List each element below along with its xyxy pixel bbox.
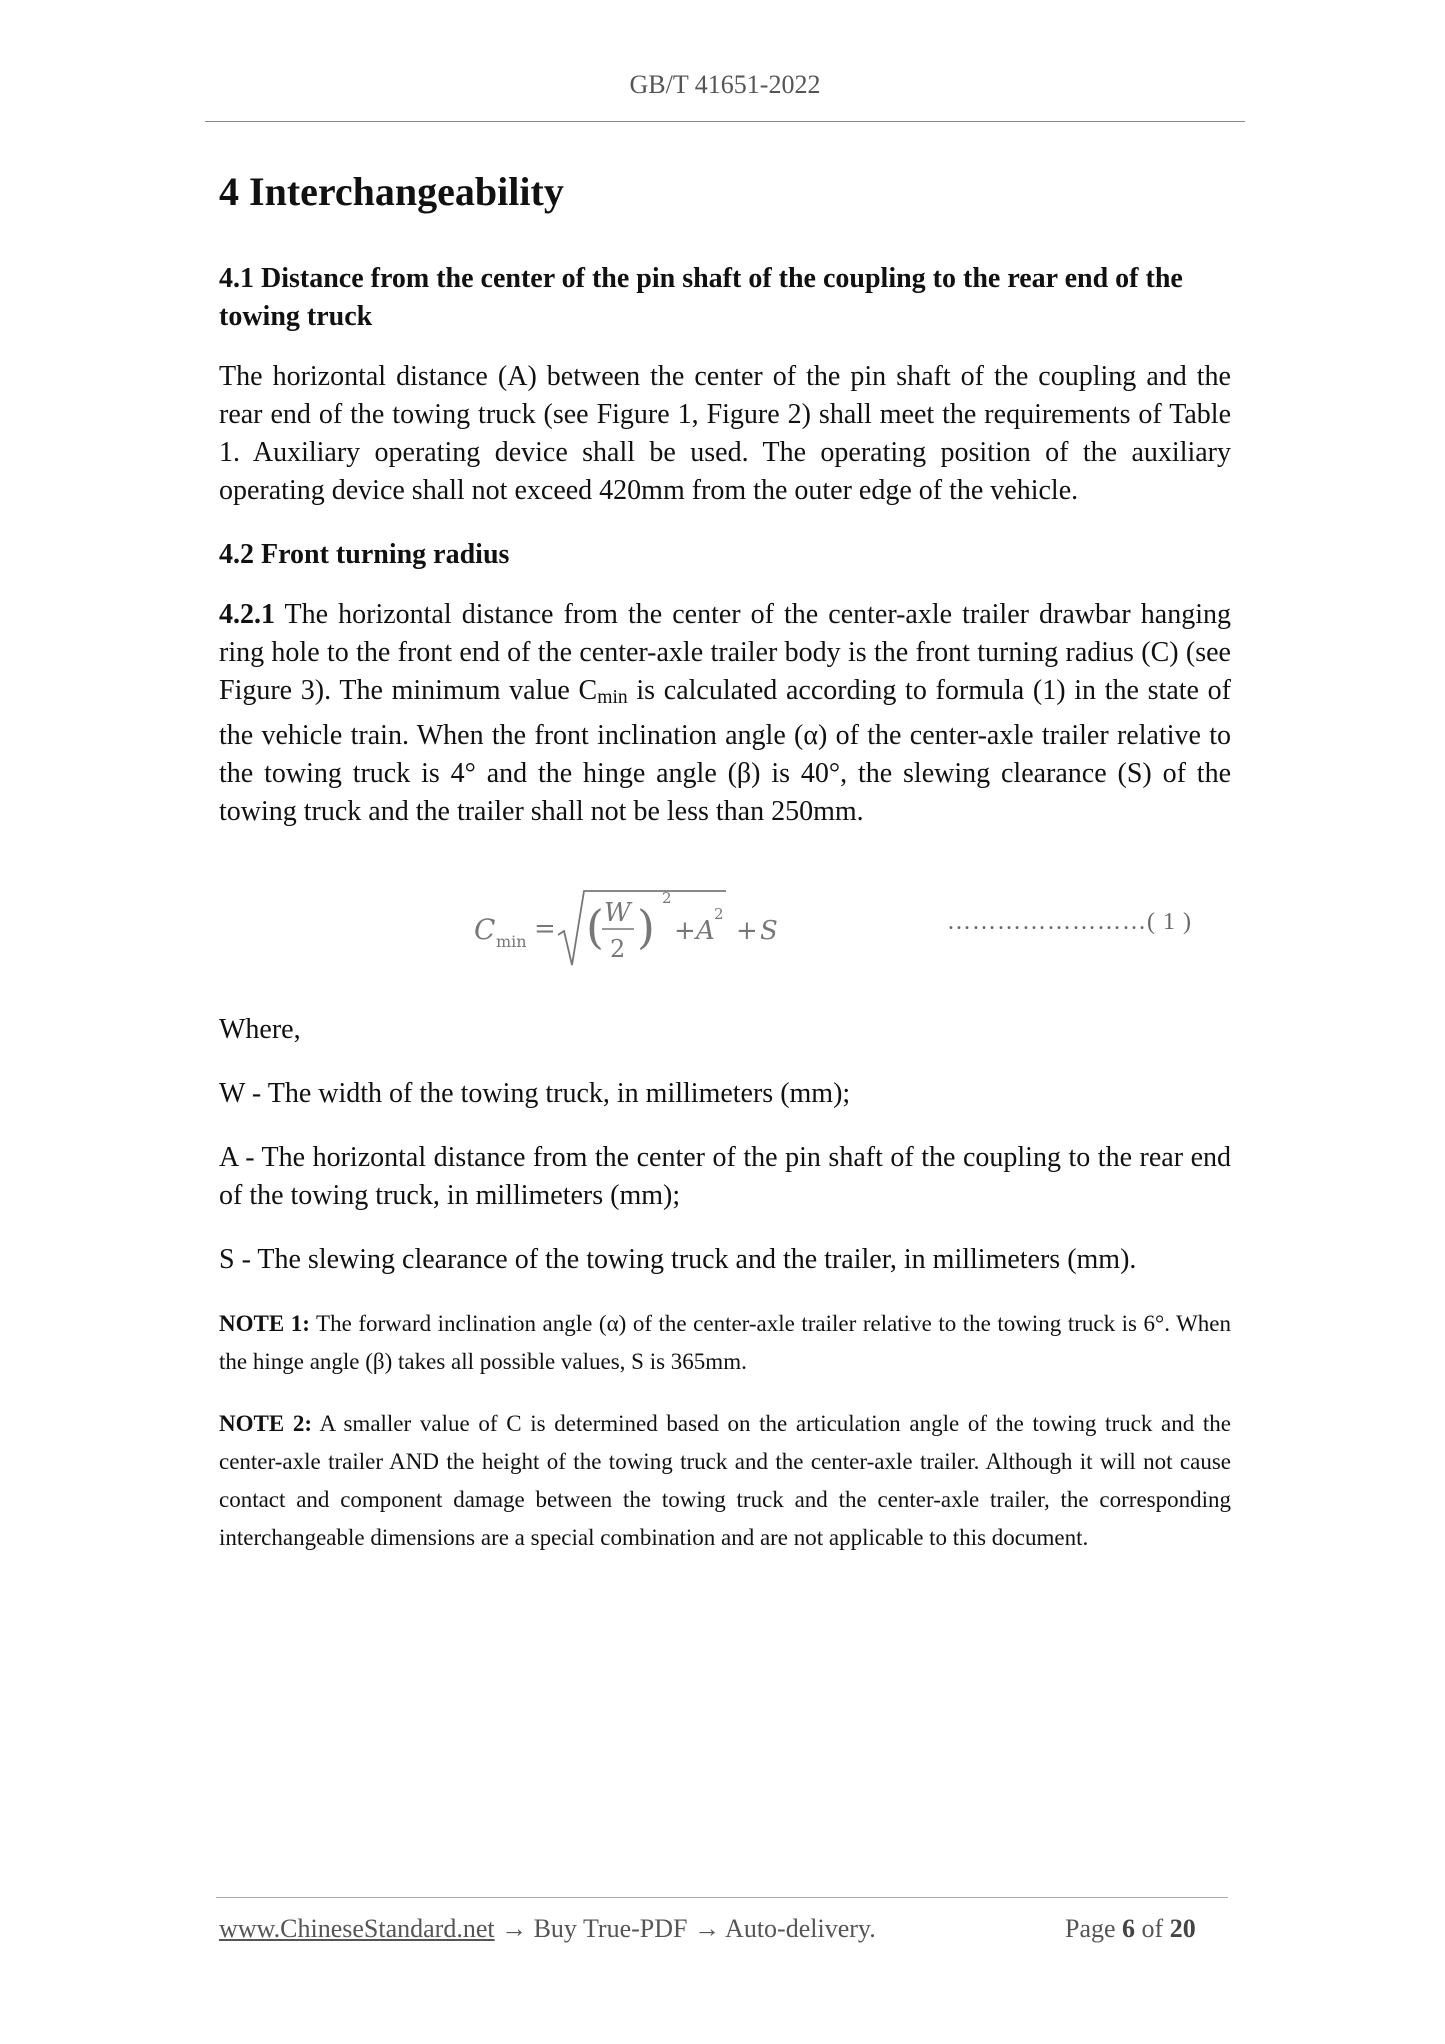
formula-plus-2: + [736, 915, 758, 946]
formula-exponent-2: 2 [714, 904, 724, 923]
clause-number: 4.2.1 [219, 599, 275, 630]
subsection-4-2-title: 4.2 Front turning radius [219, 539, 510, 570]
formula-paren-left: ( [586, 899, 604, 954]
header-rule [205, 121, 1245, 122]
formula-a-var: A [696, 915, 715, 946]
page-content [219, 168, 1231, 1581]
definition-a: A - The horizontal distance from the center of the pin shaft of the coupling to the rear end of the towing truck, in millimeters (mm); [219, 1141, 1231, 1211]
formula-plus-1: + [674, 915, 696, 946]
definition-s: S - The slewing clearance of the towing truck and the trailer, in millimeters (mm). [219, 1243, 1137, 1275]
page-header-doc-code: GB/T 41651-2022 [629, 70, 821, 99]
page-word: Page [1065, 1914, 1116, 1943]
clause-4-2-1 [219, 596, 1231, 831]
note-text: A smaller value of C is determined based on the articulation angle of the towing truck and the center-axle trailer AND the height of the towing truck and the center-axle trailer. Although it will not cause contact and component damage between the towing truck and the center-axle trailer, the corresponding interchangeable dimensions are a special combination and are not applicable to this document. [219, 1410, 1231, 1550]
clause-subscript: min [597, 686, 628, 708]
page-number: 6 [1122, 1914, 1136, 1943]
note-1 [219, 1305, 1231, 1381]
definition-w: W - The width of the towing truck, in millimeters (mm); [219, 1077, 851, 1109]
note-label: NOTE 2: [219, 1410, 313, 1436]
formula-numerator: W [604, 897, 631, 928]
clause-text-part-2: is calculated according to formula (1) in the state of the vehicle train. When the front inclination angle (α) of the center-axle trailer relative to the towing truck is 4° and the hinge angle (β) is 40°, the slewing clearance (S) of the towing truck and the trailer shall not be less than 250mm. [219, 675, 1231, 827]
footer-tagline: → Buy True-PDF → Auto-delivery. [494, 1914, 876, 1943]
note-label: NOTE 1: [219, 1310, 310, 1336]
formula-equals: = [534, 913, 556, 944]
footer-site-link[interactable]: www.ChineseStandard.net [219, 1914, 495, 1943]
section-title: 4 Interchangeability [219, 169, 564, 214]
formula-lhs-var: C [474, 912, 496, 946]
formula-number: ……………………( 1 ) [947, 908, 1192, 935]
footer-left [219, 1914, 876, 1944]
clause-text-part-1: The horizontal distance from the center of the center-axle trailer drawbar hanging ring hole to the front end of the center-axle trailer body is the front turning radius (C) (see Figure 3). The minimum value C [219, 599, 1231, 706]
formula-exponent-1: 2 [662, 888, 672, 907]
formula-denominator: 2 [610, 934, 626, 963]
subsection-4-1-title: 4.1 Distance from the center of the pin shaft of the coupling to the rear end of the towing truck [219, 263, 1183, 332]
where-intro: Where, [219, 1013, 301, 1045]
page-total: 20 [1169, 1914, 1196, 1943]
formula-s-var: S [760, 915, 778, 946]
subsection-4-1-body: The horizontal distance (A) between the center of the pin shaft of the coupling and the rear end of the towing truck (see Figure 1, Figure 2) shall meet the requirements of Table 1. Auxiliary operating device shall be used. The operating position of the auxiliary operating device shall not exceed 420mm from the outer edge of the vehicle. [219, 361, 1231, 506]
note-2 [219, 1405, 1231, 1557]
formula-expression [474, 877, 834, 977]
of-word: of [1141, 1914, 1164, 1943]
note-text: The forward inclination angle (α) of the center-axle trailer relative to the towing truck is 6°. When the hinge angle (β) takes all possible values, S is 365mm. [219, 1310, 1231, 1374]
page-counter [1065, 1914, 1196, 1944]
formula-1 [219, 871, 1231, 981]
formula-paren-right: ) [637, 899, 655, 954]
formula-lhs-sub: min [496, 931, 527, 951]
footer-rule [216, 1897, 1228, 1898]
